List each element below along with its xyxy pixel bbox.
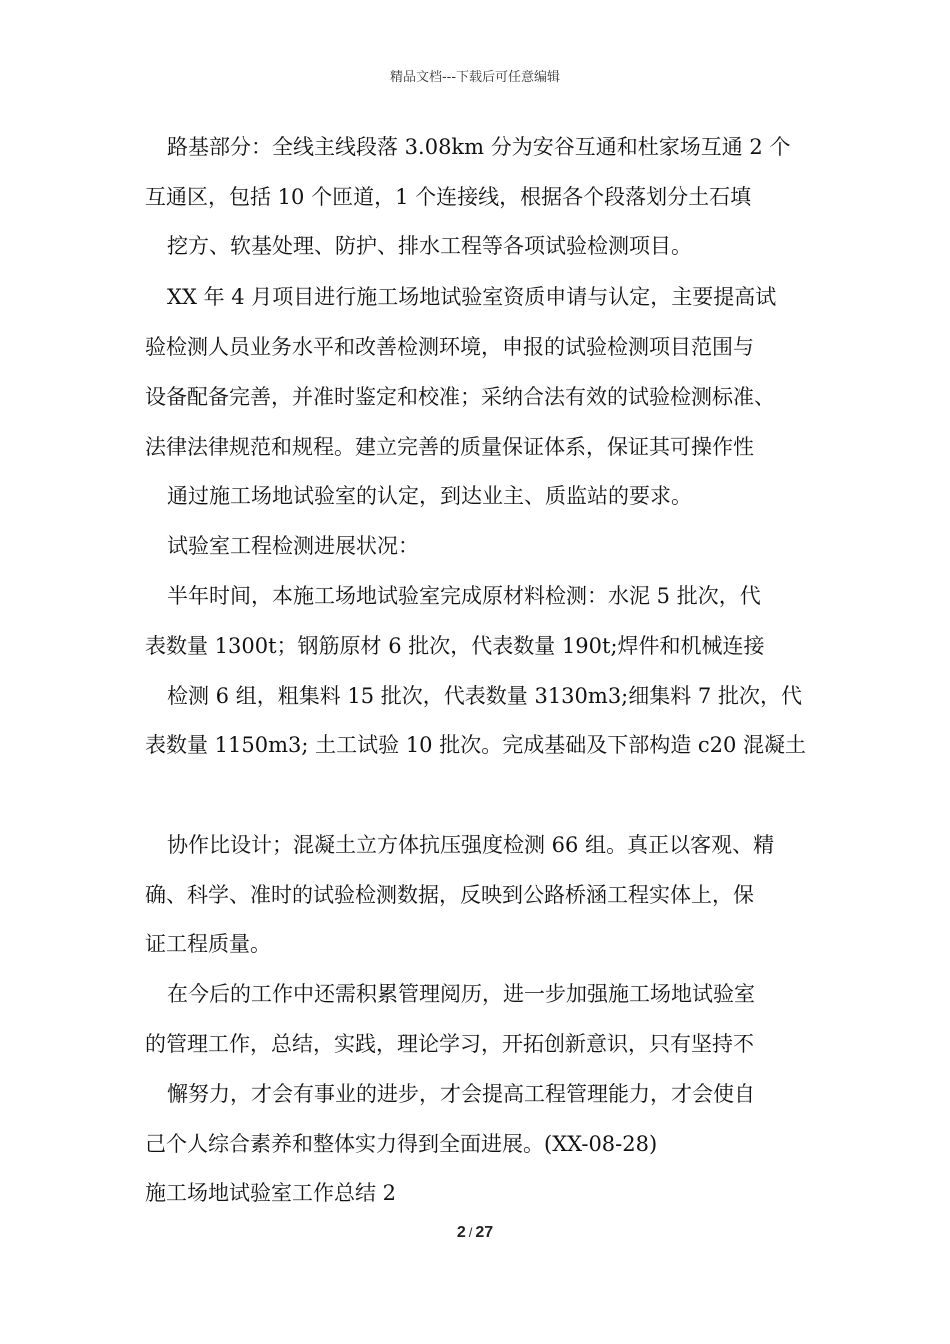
body-line: 确、科学、准时的试验检测数据，反映到公路桥涵工程实体上，保 xyxy=(145,883,754,907)
body-line: 协作比设计；混凝土立方体抗压强度检测 66 组。真正以客观、精 xyxy=(167,833,775,857)
page-header: 精品文档---下载后可任意编辑 xyxy=(389,70,561,85)
body-line: 己个人综合素养和整体实力得到全面进展。(XX-08-28) xyxy=(145,1132,658,1156)
body-line: 懈努力，才会有事业的进步，才会提高工程管理能力，才会使自 xyxy=(167,1082,755,1106)
body-line: 互通区，包括 10 个匝道，1 个连接线，根据各个段落划分土石填 xyxy=(145,185,752,209)
body-line: 法律法律规范和规程。建立完善的质量保证体系，保证其可操作性 xyxy=(145,435,754,459)
body-line: 证工程质量。 xyxy=(145,932,271,956)
body-line: 表数量 1300t；钢筋原材 6 批次，代表数量 190t;焊件和机械连接 xyxy=(145,634,765,658)
body-line: 表数量 1150m3; 土工试验 10 批次。完成基础及下部构造 c20 混凝土 xyxy=(145,733,807,757)
page-number xyxy=(0,1224,950,1242)
body-line: 路基部分：全线主线段落 3.08km 分为安谷互通和杜家场互通 2 个 xyxy=(167,135,791,159)
body-line: XX 年 4 月项目进行施工场地试验室资质申请与认定，主要提高试 xyxy=(167,285,777,309)
body-line: 半年时间，本施工场地试验室完成原材料检测：水泥 5 批次，代 xyxy=(167,584,761,608)
body-line: 在今后的工作中还需积累管理阅历，进一步加强施工场地试验室 xyxy=(167,982,755,1006)
current-page-number: 2 xyxy=(456,1224,466,1241)
body-line: 设备配备完善，并准时鉴定和校准；采纳合法有效的试验检测标准、 xyxy=(145,385,775,409)
body-line: 通过施工场地试验室的认定，到达业主、质监站的要求。 xyxy=(167,484,692,508)
total-pages-number: 27 xyxy=(475,1224,494,1241)
page-separator: / xyxy=(468,1225,473,1240)
body-line: 挖方、软基处理、防护、排水工程等各项试验检测项目。 xyxy=(167,234,692,258)
section-heading: 施工场地试验室工作总结 2 xyxy=(145,1181,397,1205)
body-line: 试验室工程检测进展状况： xyxy=(167,534,419,558)
body-line: 检测 6 组，粗集料 15 批次，代表数量 3130m3;细集料 7 批次，代 xyxy=(167,684,802,708)
body-line: 的管理工作，总结，实践，理论学习，开拓创新意识，只有坚持不 xyxy=(145,1032,754,1056)
body-line: 验检测人员业务水平和改善检测环境，申报的试验检测项目范围与 xyxy=(145,335,754,359)
